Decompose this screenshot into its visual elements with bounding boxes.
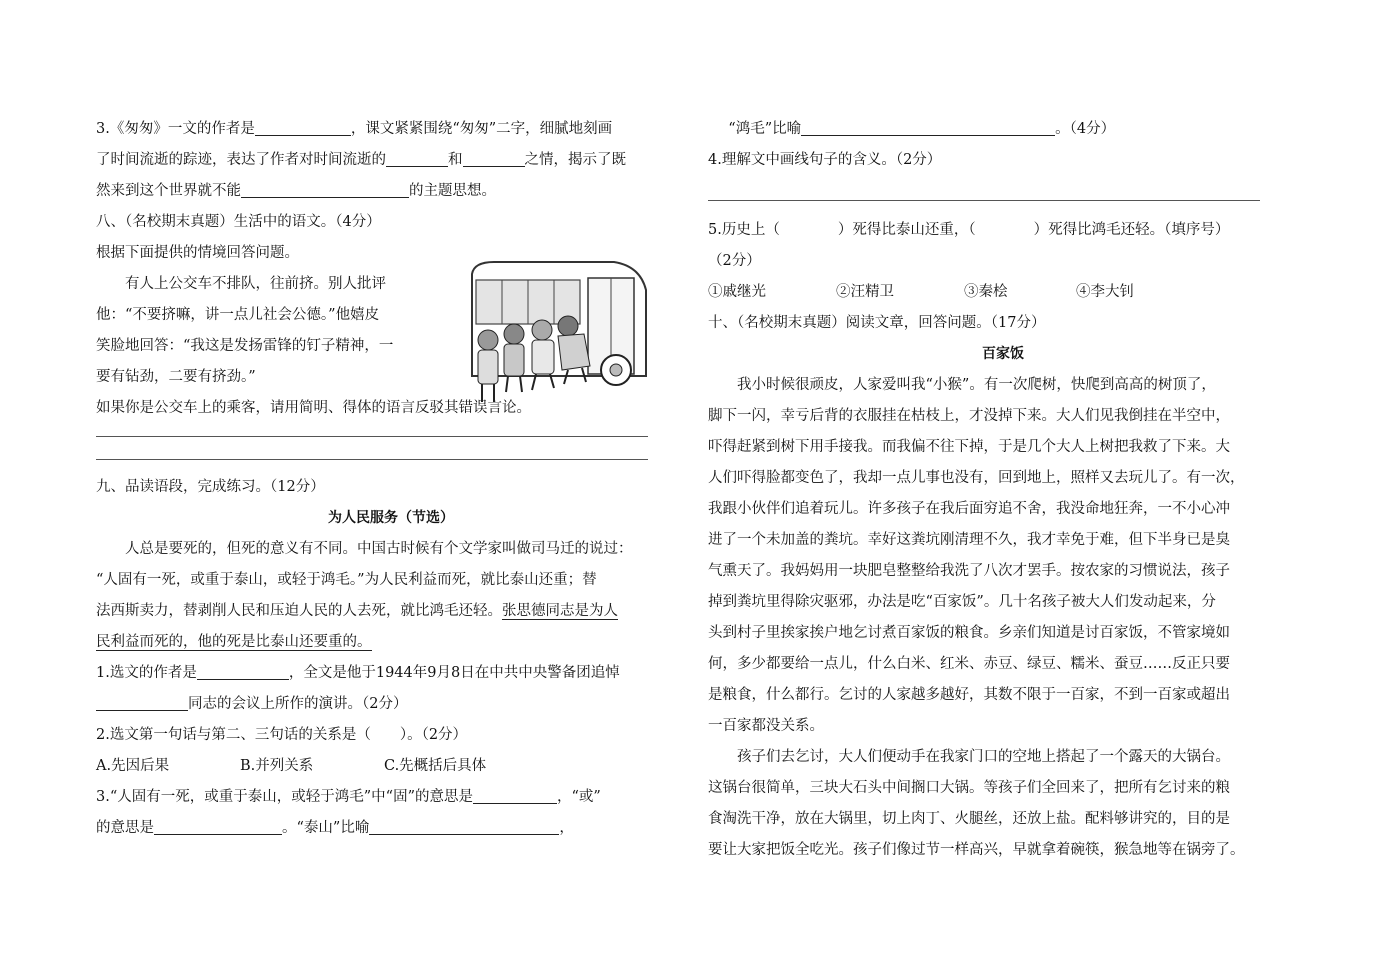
q1-line1: 1.选文的作者是 ，全文是他于1944年9月8日在中共中央警备团追悼 xyxy=(96,658,686,689)
story-p1-line: 头到村子里挨家挨户地乞讨煮百家饭的粮食。乡亲们知道是讨百家饭，不管家境如 xyxy=(708,625,1230,641)
taishan-blank[interactable] xyxy=(369,817,559,835)
q3-line1: 3.《匆匆》一文的作者是 ，课文紧紧围绕“匆匆”二字，细腻地刻画 xyxy=(96,114,686,145)
q1-line2: 同志的会议上所作的演讲。（2分） xyxy=(96,689,686,720)
q3-line2: 了时间流逝的踪迹，表达了作者对时间流逝的 和 之情，揭示了既 xyxy=(96,145,686,176)
story-p1-line: 我跟小伙伴们追着玩儿。许多孩子在我后面穷追不舍，我没命地狂奔，一不小心冲 xyxy=(708,501,1230,517)
right-column xyxy=(708,114,1298,866)
story-line-3: 笑脸地回答：“我这是发扬雷锋的钉子精神，一 xyxy=(96,338,394,354)
story-p2-line: 孩子们去乞讨，大人们便动手在我家门口的空地上搭起了一个露天的大锅台。 xyxy=(737,749,1230,765)
story-p2-line: 食淘洗干净，放在大锅里，切上肉丁、火腿丝，还放上盐。配料够讲究的，目的是 xyxy=(708,811,1230,827)
hongmao-blank[interactable] xyxy=(801,118,1055,136)
story-p1-line: 是粮食，什么都行。乞讨的人家越多越好，其数不限于一百家，不到一百家或超出 xyxy=(708,687,1230,703)
passage-title: 为人民服务（节选） xyxy=(328,510,454,526)
q3-meaning-line2: 的意思是 。“泰山”比喻 ， xyxy=(96,813,686,844)
story-p1-line: 吓得赶紧到树下用手接我。而我偏不往下掉，于是几个大人上树把我救了下来。大 xyxy=(708,439,1230,455)
section-8-intro: 根据下面提供的情境回答问题。 xyxy=(96,245,299,261)
theme-blank[interactable] xyxy=(241,180,409,198)
story-p2-line: 要让大家把饭全吃光。孩子们像过节一样高兴，早就拿着碗筷，猴急地等在锅旁了。 xyxy=(708,842,1245,858)
q5: 5.历史上（ ）死得比泰山还重，（ ）死得比鸿毛还轻。（填序号） xyxy=(708,222,1230,238)
option-c[interactable]: C.先概括后具体 xyxy=(384,758,487,774)
story-p1-line: 进了一个未加盖的粪坑。幸好这粪坑刚清理不久，我才幸免于难，但下半身已是臭 xyxy=(708,532,1230,548)
huo-meaning-blank[interactable] xyxy=(154,817,282,835)
q4: 4.理解文中画线句子的含义。（2分） xyxy=(708,152,942,168)
q5-score: （2分） xyxy=(708,253,761,269)
q3-meaning-line1: 3.“人固有一死，或重于泰山，或轻于鸿毛”中“固”的意思是 ，“或” xyxy=(96,782,686,813)
q2: 2.选文第一句话与第二、三句话的关系是（ ）。（2分） xyxy=(96,727,468,743)
left-column xyxy=(96,114,686,844)
feeling-blank-2[interactable] xyxy=(463,149,525,167)
option-b[interactable]: B.并列关系 xyxy=(240,758,314,774)
option-3[interactable]: ③秦桧 xyxy=(964,284,1008,300)
story-p1-line: 掉到粪坑里得除灾驱邪，办法是吃“百家饭”。几十名孩子被大人们发动起来，分 xyxy=(708,594,1216,610)
q5-options xyxy=(708,277,1298,308)
story-p1-line: 我小时候很顽皮，人家爱叫我“小猴”。有一次爬树，快爬到高高的树顶了， xyxy=(737,377,1216,393)
story-p2-line: 这锅台很简单，三块大石头中间搁口大锅。等孩子们全回来了，把所有乞讨来的粮 xyxy=(708,780,1230,796)
answer-line-1[interactable] xyxy=(96,436,648,437)
feeling-blank-1[interactable] xyxy=(386,149,448,167)
gu-meaning-blank[interactable] xyxy=(473,786,557,804)
story-line-4: 要有钻劲，二要有挤劲。” xyxy=(96,369,256,385)
q2-options xyxy=(96,751,686,782)
passage-line-4 xyxy=(96,627,686,658)
bus-crowding-illustration xyxy=(464,256,652,404)
section-8-title: 八、（名校期末真题）生活中的语文。（4分） xyxy=(96,214,381,230)
story-p1-line: 气熏天了。我妈妈用一块肥皂整整给我洗了八次才罢手。按农家的习惯说法，孩子 xyxy=(708,563,1230,579)
story-line-2: 他：“不要挤嘛，讲一点儿社会公德。”他嬉皮 xyxy=(96,307,380,323)
story-p1-line: 脚下一闪，幸亏后背的衣服挂在枯枝上，才没掉下来。大人们见我倒挂在半空中， xyxy=(708,408,1230,424)
section-8-question: 如果你是公交车上的乘客，请用简明、得体的语言反驳其错误言论。 xyxy=(96,400,531,416)
story-title: 百家饭 xyxy=(982,346,1024,362)
author-name-blank[interactable] xyxy=(197,662,289,680)
section-9-title: 九、品读语段，完成练习。（12分） xyxy=(96,479,325,495)
story-p1-line: 一百家都没关系。 xyxy=(708,718,824,734)
option-a[interactable]: A.先因后果 xyxy=(96,758,170,774)
story-p1-line: 人们吓得脸都变色了，我却一点儿事也没有，回到地上，照样又去玩儿了。有一次， xyxy=(708,470,1245,486)
passage-line-2: “人固有一死，或重于泰山，或轻于鸿毛。”为人民利益而死，就比泰山还重；替 xyxy=(96,572,597,588)
q4-answer-line[interactable] xyxy=(708,200,1260,201)
passage-line-3: 法西斯卖力，替剥削人民和压迫人民的人去死，就比鸿毛还轻。张思德同志是为人 xyxy=(96,603,618,619)
q3-continuation: “鸿毛”比喻 。（4分） xyxy=(708,114,1298,145)
option-2[interactable]: ②汪精卫 xyxy=(836,284,894,300)
passage-line-1: 人总是要死的，但死的意义有不同。中国古时候有个文学家叫做司马迁的说过： xyxy=(125,541,633,557)
q3-line3: 然来到这个世界就不能 的主题思想。 xyxy=(96,176,686,207)
option-4[interactable]: ④李大钊 xyxy=(1076,284,1134,300)
option-1[interactable]: ①戚继光 xyxy=(708,284,766,300)
section-10-title: 十、（名校期末真题）阅读文章，回答问题。（17分） xyxy=(708,315,1046,331)
author-blank[interactable] xyxy=(255,118,351,136)
story-line-1: 有人上公交车不排队，往前挤。别人批评 xyxy=(125,276,386,292)
underlined-sentence-part2: 民利益而死的，他的死是比泰山还要重的。 xyxy=(96,634,372,650)
story-p1-line: 何，多少都要给一点儿，什么白米、红米、赤豆、绿豆、糯米、蚕豆……反正只要 xyxy=(708,656,1230,672)
answer-line-2[interactable] xyxy=(96,459,648,460)
underlined-sentence-part1: 张思德同志是为人 xyxy=(502,603,618,619)
comrade-blank[interactable] xyxy=(96,693,188,711)
